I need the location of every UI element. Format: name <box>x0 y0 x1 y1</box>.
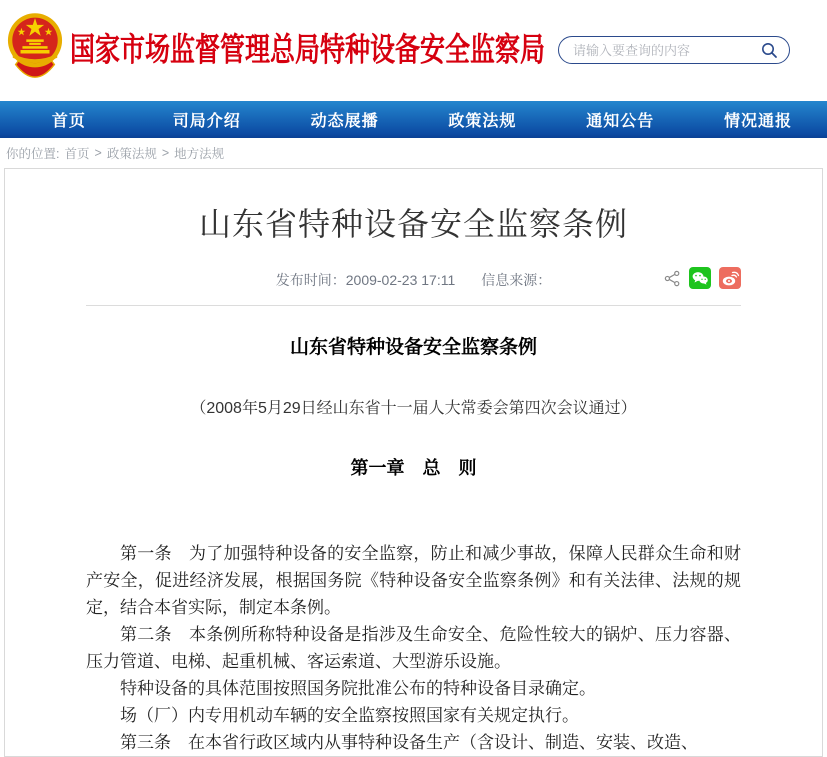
breadcrumb-prefix: 你的位置: <box>6 147 60 161</box>
breadcrumb <box>0 138 827 168</box>
chapter-heading: 第一章 总 则 <box>350 458 477 478</box>
wechat-icon <box>689 267 711 289</box>
paragraph: 特种设备的具体范围按照国务院批准公布的特种设备目录确定。 <box>120 679 596 698</box>
article-meta-row <box>86 269 741 297</box>
nav-item-home[interactable]: 首页 <box>51 113 86 130</box>
document-subheading: （2008年5月29日经山东省十一届人大常委会第四次会议通过） <box>190 400 637 417</box>
nav-item-notices[interactable]: 通知公告 <box>586 113 655 130</box>
share-icons <box>664 267 741 289</box>
article-meta <box>86 269 741 291</box>
content-panel <box>4 168 823 757</box>
breadcrumb-home[interactable]: 首页 <box>64 147 90 161</box>
breadcrumb-local-regulations[interactable]: 地方法规 <box>174 147 225 161</box>
breadcrumb-separator: > <box>161 146 170 160</box>
paragraph: 第三条 在本省行政区域内从事特种设备生产（含设计、制造、安装、改造、 <box>120 733 698 752</box>
nav-item-bureau-intro[interactable]: 司局介绍 <box>172 113 241 130</box>
main-nav <box>0 101 827 138</box>
article-body <box>86 306 741 756</box>
source-label: 信息来源： <box>481 272 552 288</box>
document-heading: 山东省特种设备安全监察条例 <box>289 337 537 358</box>
publish-time-label: 发布时间： <box>275 272 346 288</box>
nav-item-news[interactable]: 动态展播 <box>310 113 379 130</box>
national-emblem-logo <box>6 8 64 94</box>
search-input[interactable] <box>573 43 759 58</box>
page-title: 山东省特种设备安全监察条例 <box>198 206 628 242</box>
search-button[interactable] <box>759 40 779 60</box>
breadcrumb-policies[interactable]: 政策法规 <box>106 147 157 161</box>
site-title: 国家市场监督管理总局特种设备安全监察局 <box>70 31 546 69</box>
share-wechat-button[interactable] <box>689 267 711 289</box>
search-box <box>558 36 790 64</box>
nav-item-reports[interactable]: 情况通报 <box>724 113 793 130</box>
share-icon <box>664 270 681 287</box>
breadcrumb-separator: > <box>94 146 102 160</box>
paragraph: 第二条 本条例所称特种设备是指涉及生命安全、危险性较大的锅炉、压力容器、压力管道、电梯、起重机械、客运索道、大型游乐设施。 <box>86 625 741 671</box>
weibo-icon <box>719 267 741 289</box>
nav-item-policies[interactable]: 政策法规 <box>448 113 517 130</box>
publish-time-value: 2009-02-23 17:11 <box>345 272 456 288</box>
search-icon <box>760 41 778 59</box>
share-weibo-button[interactable] <box>719 267 741 289</box>
paragraph: 第一条 为了加强特种设备的安全监察，防止和减少事故，保障人民群众生命和财产安全，促进经济发展，根据国务院《特种设备安全监察条例》和有关法律、法规的规定，结合本省实际，制定本条例。 <box>86 544 741 617</box>
document-paragraphs <box>86 540 741 756</box>
site-header <box>0 0 827 101</box>
paragraph: 场（厂）内专用机动车辆的安全监察按照国家有关规定执行。 <box>120 706 579 725</box>
share-button[interactable] <box>664 270 681 287</box>
